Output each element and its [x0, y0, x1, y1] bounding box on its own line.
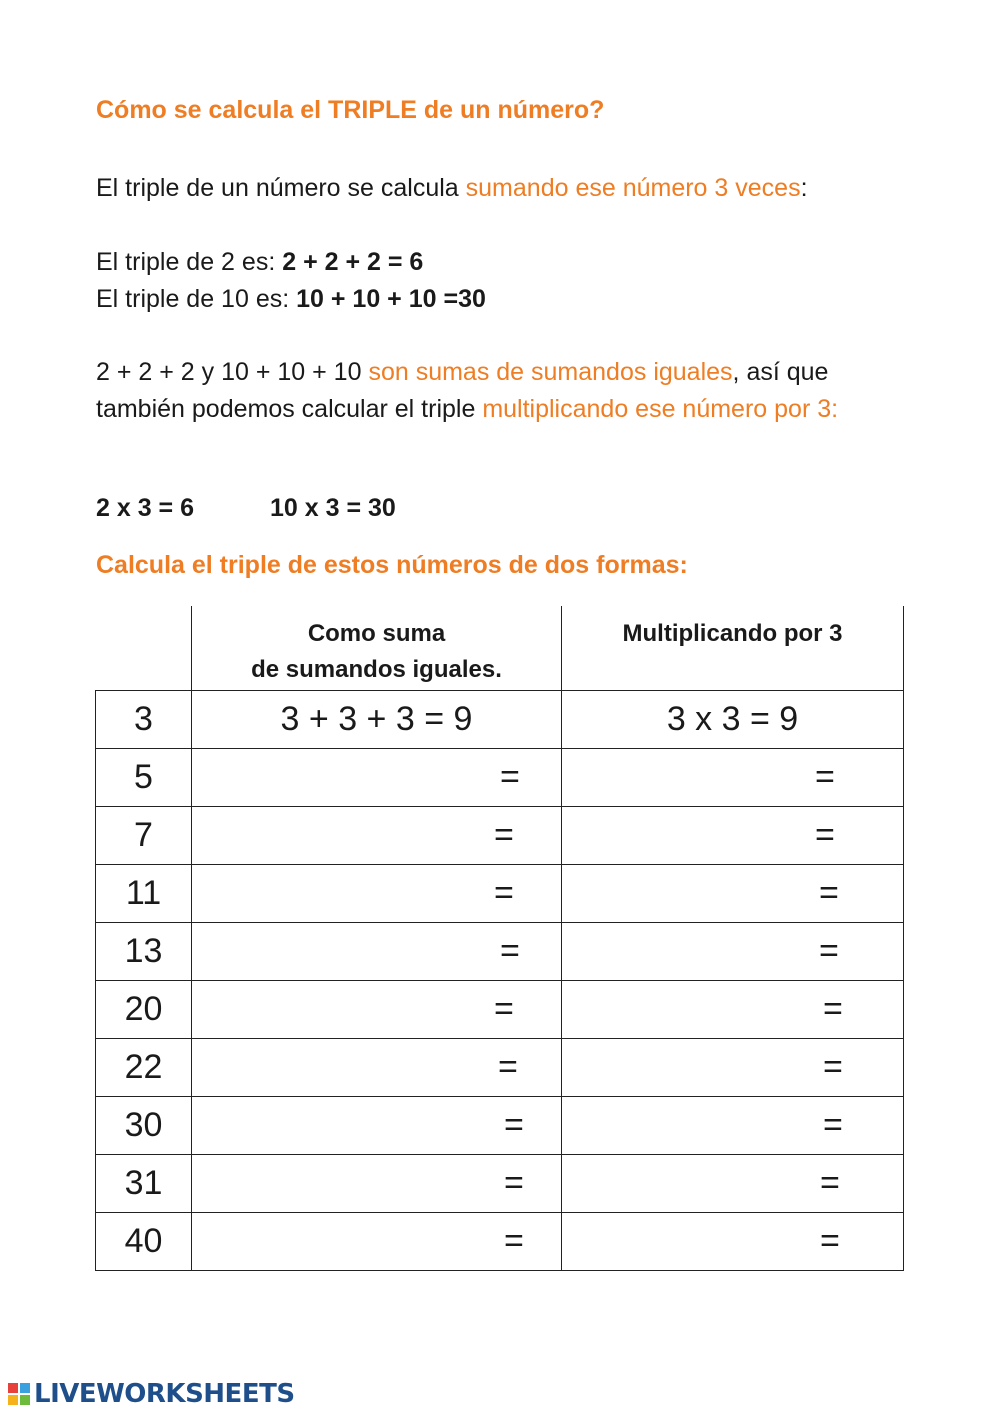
- header-sum: [192, 606, 562, 690]
- explanation-paragraph: [96, 354, 906, 428]
- products-line: [96, 490, 906, 527]
- instruction-heading: Calcula el triple de estos números de dos formas:: [96, 551, 688, 579]
- sum-cell[interactable]: [192, 1212, 562, 1270]
- sum-cell[interactable]: [192, 1154, 562, 1212]
- row-number: 40: [96, 1212, 192, 1270]
- equals-sign: =: [500, 758, 520, 796]
- logo-mark-icon: [8, 1383, 30, 1405]
- sum-cell[interactable]: [192, 980, 562, 1038]
- table-row: [96, 864, 904, 922]
- intro-highlight: sumando ese número 3 veces: [465, 174, 801, 202]
- explanation-highlight: son sumas de sumandos iguales: [368, 358, 733, 386]
- header-corner: [96, 606, 192, 690]
- equals-sign: =: [504, 1164, 524, 1202]
- equals-sign: =: [823, 1106, 843, 1144]
- row-number: 13: [96, 922, 192, 980]
- sum-cell: [192, 690, 562, 748]
- product-2: 2 x 3 = 6: [96, 494, 194, 522]
- example-label: El triple de 10 es:: [96, 285, 297, 313]
- explanation-highlight: multiplicando ese número por 3:: [482, 395, 839, 423]
- examples-block: [96, 244, 906, 318]
- equals-sign: =: [494, 990, 514, 1028]
- mult-cell[interactable]: [562, 1154, 904, 1212]
- mult-cell[interactable]: [562, 922, 904, 980]
- table-header-row: [96, 606, 904, 690]
- row-number: 31: [96, 1154, 192, 1212]
- header-mult: Multiplicando por 3: [562, 606, 904, 690]
- product-10: 10 x 3 = 30: [270, 494, 396, 522]
- equals-sign: =: [815, 758, 835, 796]
- mult-cell[interactable]: [562, 748, 904, 806]
- row-number: 3: [96, 690, 192, 748]
- equals-sign: =: [494, 874, 514, 912]
- row-number: 5: [96, 748, 192, 806]
- mult-cell[interactable]: [562, 1212, 904, 1270]
- table-row-example: [96, 690, 904, 748]
- equals-sign: =: [819, 874, 839, 912]
- equals-sign: =: [815, 816, 835, 854]
- sum-cell[interactable]: [192, 864, 562, 922]
- row-number: 11: [96, 864, 192, 922]
- equals-sign: =: [504, 1222, 524, 1260]
- sum-cell[interactable]: [192, 806, 562, 864]
- table-row: [96, 1154, 904, 1212]
- sum-answer: 3 + 3 + 3 = 9: [280, 700, 473, 738]
- sum-cell[interactable]: [192, 922, 562, 980]
- table-row: [96, 748, 904, 806]
- mult-answer: 3 x 3 = 9: [666, 700, 799, 738]
- table-row: [96, 1212, 904, 1270]
- intro-text: El triple de un número se calcula: [96, 174, 466, 202]
- table-row: [96, 922, 904, 980]
- mult-cell[interactable]: [562, 864, 904, 922]
- sum-cell[interactable]: [192, 1096, 562, 1154]
- example-value: 2 + 2 + 2 = 6: [282, 248, 424, 276]
- equals-sign: =: [823, 1048, 843, 1086]
- example-value: 10 + 10 + 10 =30: [296, 285, 486, 313]
- intro-colon: :: [800, 174, 808, 202]
- example-line-10: [96, 281, 906, 318]
- table-row: [96, 1096, 904, 1154]
- mult-cell[interactable]: [562, 806, 904, 864]
- row-number: 30: [96, 1096, 192, 1154]
- table-row: [96, 1038, 904, 1096]
- row-number: 7: [96, 806, 192, 864]
- equals-sign: =: [500, 932, 520, 970]
- mult-cell: [562, 690, 904, 748]
- sum-cell[interactable]: [192, 748, 562, 806]
- equals-sign: =: [504, 1106, 524, 1144]
- exercise-table: [95, 606, 904, 1271]
- liveworksheets-logo: [8, 1380, 295, 1408]
- intro-paragraph: [96, 170, 906, 207]
- row-number: 20: [96, 980, 192, 1038]
- equals-sign: =: [819, 932, 839, 970]
- mult-cell[interactable]: [562, 1038, 904, 1096]
- mult-cell[interactable]: [562, 980, 904, 1038]
- equals-sign: =: [823, 990, 843, 1028]
- row-number: 22: [96, 1038, 192, 1096]
- logo-text: LIVEWORKSHEETS: [34, 1379, 295, 1409]
- sum-cell[interactable]: [192, 1038, 562, 1096]
- explanation-text: 2 + 2 + 2 y 10 + 10 + 10: [96, 358, 369, 386]
- equals-sign: =: [498, 1048, 518, 1086]
- equals-sign: =: [820, 1164, 840, 1202]
- mult-cell[interactable]: [562, 1096, 904, 1154]
- header-sum-line2: de sumandos iguales.: [251, 656, 502, 683]
- header-sum-line1: Como suma: [307, 620, 446, 647]
- equals-sign: =: [494, 816, 514, 854]
- example-label: El triple de 2 es:: [96, 248, 283, 276]
- table-row: [96, 980, 904, 1038]
- page-title: Cómo se calcula el TRIPLE de un número?: [96, 96, 605, 124]
- explanation-text: , así que también podemos calcular el triple: [96, 358, 829, 423]
- example-line-2: [96, 244, 906, 281]
- table-row: [96, 806, 904, 864]
- equals-sign: =: [820, 1222, 840, 1260]
